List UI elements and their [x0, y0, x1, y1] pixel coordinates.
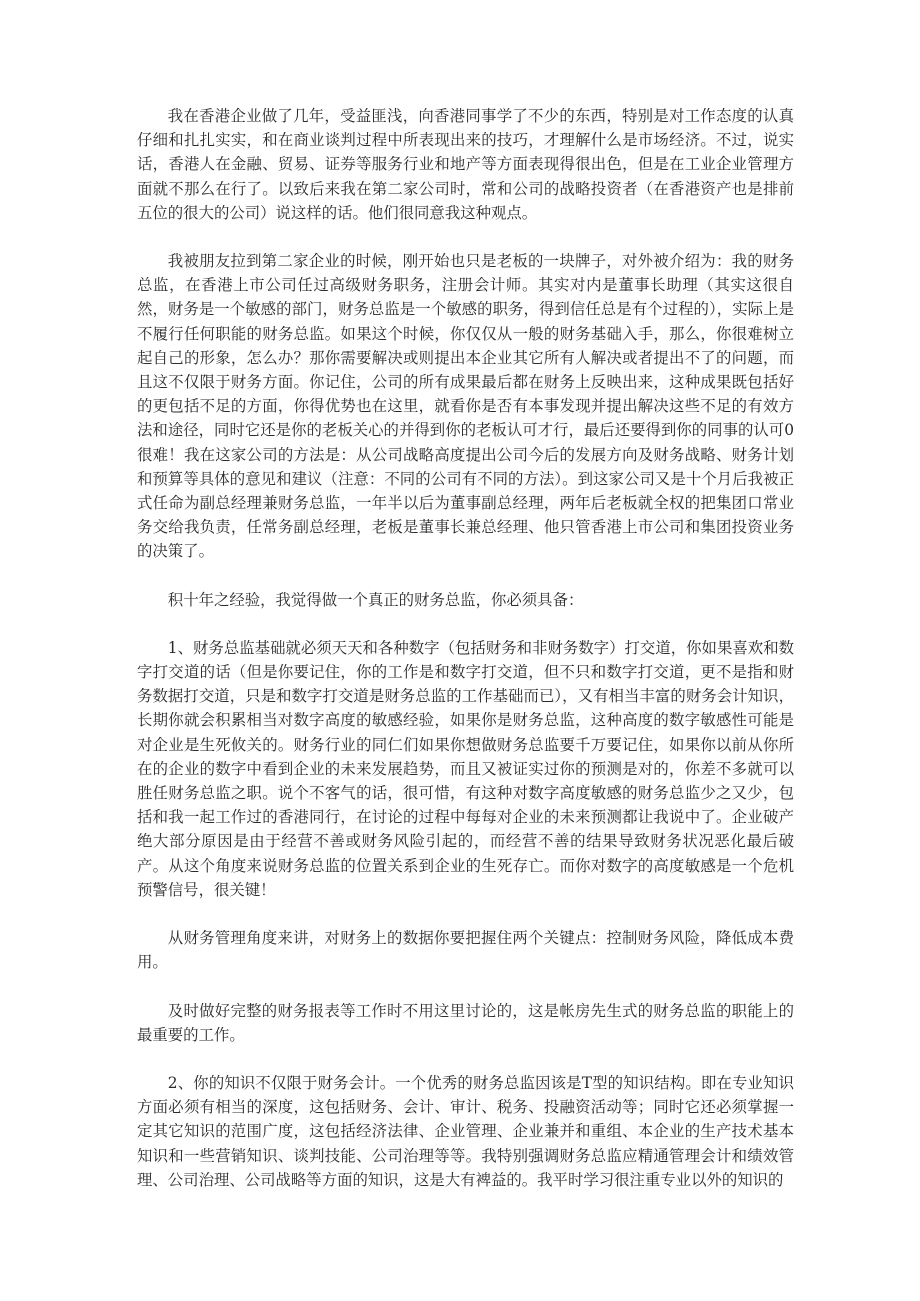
paragraph-financial-management: 从财务管理角度来讲，对财务上的数据你要把握住两个关键点：控制财务风险，降低成本费用。 [137, 929, 794, 972]
paragraph-hong-kong-experience: 我在香港企业做了几年，受益匪浅，向香港同事学了不少的东西，特别是对工作态度的认真仔细和扎扎实实，和在商业谈判过程中所表现出来的技巧，才理解什么是市场经济。不过，说实话，香港人在金融、贸易、证券等服务行业和地产等方面表现得很出色，但是在工业企业管理方面就不那么在行了。以致后来我在第二家公司时，常和公司的战略投资者（在香港资产也是排前五位的很大的公司）说这样的话。他们很同意我这种观点。 [137, 107, 794, 222]
paragraph-ten-years-experience: 积十年之经验，我觉得做一个真正的财务总监，你必须具备： [167, 590, 584, 609]
paragraph-point-2-knowledge: 2、你的知识不仅限于财务会计。一个优秀的财务总监因该是T型的知识结构。即在专业知识方面必须有相当的深度，这包括财务、会计、审计、税务、投融资活动等；同时它还必须掌握一定其它知识的范围广度，这包括经济法律、企业管理、企业兼并和重组、本企业的生产技术基本知识和一些营销知识、谈判技能、公司治理等等。我特别强调财务总监应精通管理会计和绩效管理、公司治理、公司战略等方面的知识，这是大有裨益的。我平时学习很注重专业以外的知识的 [137, 1073, 794, 1189]
paragraph-second-company: 我被朋友拉到第二家企业的时候，刚开始也只是老板的一块牌子，对外被介绍为：我的财务总监，在香港上市公司任过高级财务职务，注册会计师。其实对内是董事长助理（其实这很自然，财务是一个敏感的部门，财务总监是一个敏感的职务，得到信任总是有个过程的），实际上是不履行任何职能的财务总监。如果这个时候，你仅仅从一般的财务基础入手，那么，你很难树立起自己的形象，怎么办？那你需要解决或则提出本企业其它所有人解决或者提出不了的问题，而且这不仅限于财务方面。你记住，公司的所有成果最后都在财务上反映出来，这种成果既包括好的更包括不足的方面，你得优势也在这里，就看你是否有本事发现并提出解决这些不足的有效方法和途径，同时它还是你的老板关心的并得到你的老板认可才行，最后还要得到你的同事的认可0很难！我在这家公司的方法是：从公司战略高度提出公司今后的发展方向及财务战略、财务计划和预算等具体的意见和建议（注意：不同的公司有不同的方法）。到这家公司又是十个月后我被正式任命为副总经理兼财务总监，一年半以后为董事副总经理，两年后老板就全权的把集团口常业务交给我负责，任常务副总经理，老板是董事长兼总经理、他只管香港上市公司和集团投资业务的决策了。 [137, 252, 794, 561]
document-body [137, 104, 794, 1216]
paragraph-point-1-numbers: 1、财务总监基础就必须天天和各种数字（包括财务和非财务数字）打交道，你如果喜欢和数字打交道的话（但是你要记住，你的工作是和数字打交道，但不只和数字打交道，更不是指和财务数据打交道，只是和数字打交道是财务总监的工作基础而已），又有相当丰富的财务会计知识，长期你就会积累相当对数字高度的敏感经验，如果你是财务总监，这种高度的数字敏感性可能是对企业是生死攸关的。财务行业的同仁们如果你想做财务总监要千万要记住，如果你以前从你所在的企业的数字中看到企业的未来发展趋势，而且又被证实过你的预测是对的，你差不多就可以胜任财务总监之职。说个不客气的话，很可惜，有这种对数字高度敏感的财务总监少之又少，包括和我一起工作过的香港同行，在讨论的过程中每每对企业的未来预测都让我说中了。企业破产绝大部分原因是由于经营不善或财务风险引起的，而经营不善的结果导致财务状况恶化最后破产。从这个角度来说财务总监的位置关系到企业的生死存亡。而你对数字的高度敏感是一个危机预警信号，很关键！ [137, 638, 794, 899]
paragraph-financial-reports: 及时做好完整的财务报表等工作时不用这里讨论的，这是帐房先生式的财务总监的职能上的最重要的工作。 [137, 1001, 794, 1044]
